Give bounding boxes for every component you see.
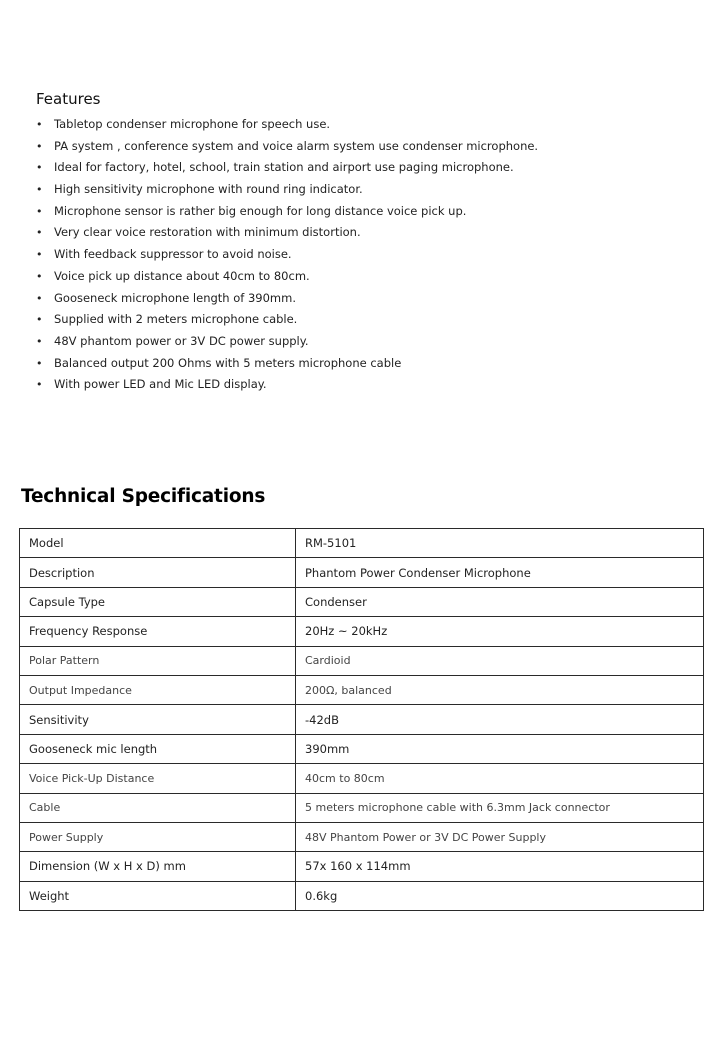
spec-row xyxy=(20,734,704,763)
feature-text: Supplied with 2 meters microphone cable. xyxy=(54,312,298,327)
bullet-icon: • xyxy=(36,356,43,370)
spec-row xyxy=(20,822,704,851)
feature-text: Balanced output 200 Ohms with 5 meters microphone cable xyxy=(54,355,402,370)
feature-text: With power LED and Mic LED display. xyxy=(54,377,267,392)
spec-row xyxy=(20,675,704,704)
spec-label: Description xyxy=(20,558,296,587)
spec-value: Phantom Power Condenser Microphone xyxy=(296,558,704,587)
spec-label: Frequency Response xyxy=(20,617,296,646)
spec-row xyxy=(20,587,704,616)
feature-item xyxy=(36,115,696,137)
spec-row xyxy=(20,558,704,587)
feature-item xyxy=(36,202,696,224)
feature-item xyxy=(36,158,696,180)
spec-label: Voice Pick-Up Distance xyxy=(20,764,296,793)
spec-value: Condenser xyxy=(296,587,704,616)
feature-text: Ideal for factory, hotel, school, train station and airport use paging microphone. xyxy=(54,160,514,175)
spec-row xyxy=(20,705,704,734)
spec-row xyxy=(20,881,704,910)
spec-label: Weight xyxy=(20,881,296,910)
spec-row xyxy=(20,646,704,675)
spec-value: 48V Phantom Power or 3V DC Power Supply xyxy=(296,822,704,851)
feature-item xyxy=(36,289,696,311)
feature-text: Voice pick up distance about 40cm to 80cm. xyxy=(54,268,310,283)
spec-value: 20Hz ~ 20kHz xyxy=(296,617,704,646)
bullet-icon: • xyxy=(36,269,43,283)
bullet-icon: • xyxy=(36,204,43,218)
feature-text: Gooseneck microphone length of 390mm. xyxy=(54,290,296,305)
features-heading: Features xyxy=(36,90,101,108)
spec-row xyxy=(20,529,704,558)
spec-value: -42dB xyxy=(296,705,704,734)
feature-text: High sensitivity microphone with round ring indicator. xyxy=(54,182,363,197)
spec-label: Model xyxy=(20,529,296,558)
feature-text: PA system , conference system and voice alarm system use condenser microphone. xyxy=(54,138,539,153)
feature-text: Microphone sensor is rather big enough for long distance voice pick up. xyxy=(54,203,467,218)
spec-value: 57x 160 x 114mm xyxy=(296,852,704,881)
feature-item xyxy=(36,245,696,267)
bullet-icon: • xyxy=(36,226,43,240)
bullet-icon: • xyxy=(36,161,43,175)
bullet-icon: • xyxy=(36,248,43,262)
spec-value: 200Ω, balanced xyxy=(296,675,704,704)
bullet-icon: • xyxy=(36,118,43,131)
spec-value: 40cm to 80cm xyxy=(296,764,704,793)
feature-text: Tabletop condenser microphone for speech use. xyxy=(54,117,331,131)
feature-item xyxy=(36,354,696,376)
spec-label: Cable xyxy=(20,793,296,822)
feature-text: With feedback suppressor to avoid noise. xyxy=(54,247,292,262)
spec-label: Capsule Type xyxy=(20,587,296,616)
spec-label: Gooseneck mic length xyxy=(20,734,296,763)
bullet-icon: • xyxy=(36,378,43,392)
bullet-icon: • xyxy=(36,183,43,197)
spec-value: RM-5101 xyxy=(296,529,704,558)
spec-label: Power Supply xyxy=(20,822,296,851)
spec-label: Dimension (W x H x D) mm xyxy=(20,852,296,881)
spec-table-body xyxy=(20,529,704,911)
feature-item xyxy=(36,267,696,289)
spec-row xyxy=(20,852,704,881)
feature-text: Very clear voice restoration with minimum distortion. xyxy=(54,225,361,240)
bullet-icon: • xyxy=(36,139,43,153)
spec-table xyxy=(19,528,704,911)
feature-item xyxy=(36,223,696,245)
feature-item xyxy=(36,332,696,354)
feature-item xyxy=(36,310,696,332)
features-list xyxy=(36,115,696,397)
spec-row xyxy=(20,793,704,822)
feature-item xyxy=(36,180,696,202)
spec-value: 5 meters microphone cable with 6.3mm Jack connector xyxy=(296,793,704,822)
spec-label: Polar Pattern xyxy=(20,646,296,675)
bullet-icon: • xyxy=(36,334,43,348)
spec-row xyxy=(20,764,704,793)
spec-row xyxy=(20,617,704,646)
spec-heading: Technical Specifications xyxy=(21,486,266,507)
bullet-icon: • xyxy=(36,291,43,305)
spec-label: Output Impedance xyxy=(20,675,296,704)
bullet-icon: • xyxy=(36,313,43,327)
spec-value: 390mm xyxy=(296,734,704,763)
spec-label: Sensitivity xyxy=(20,705,296,734)
feature-text: 48V phantom power or 3V DC power supply. xyxy=(54,333,309,348)
feature-item xyxy=(36,375,696,397)
spec-value: 0.6kg xyxy=(296,881,704,910)
feature-item xyxy=(36,137,696,159)
spec-value: Cardioid xyxy=(296,646,704,675)
